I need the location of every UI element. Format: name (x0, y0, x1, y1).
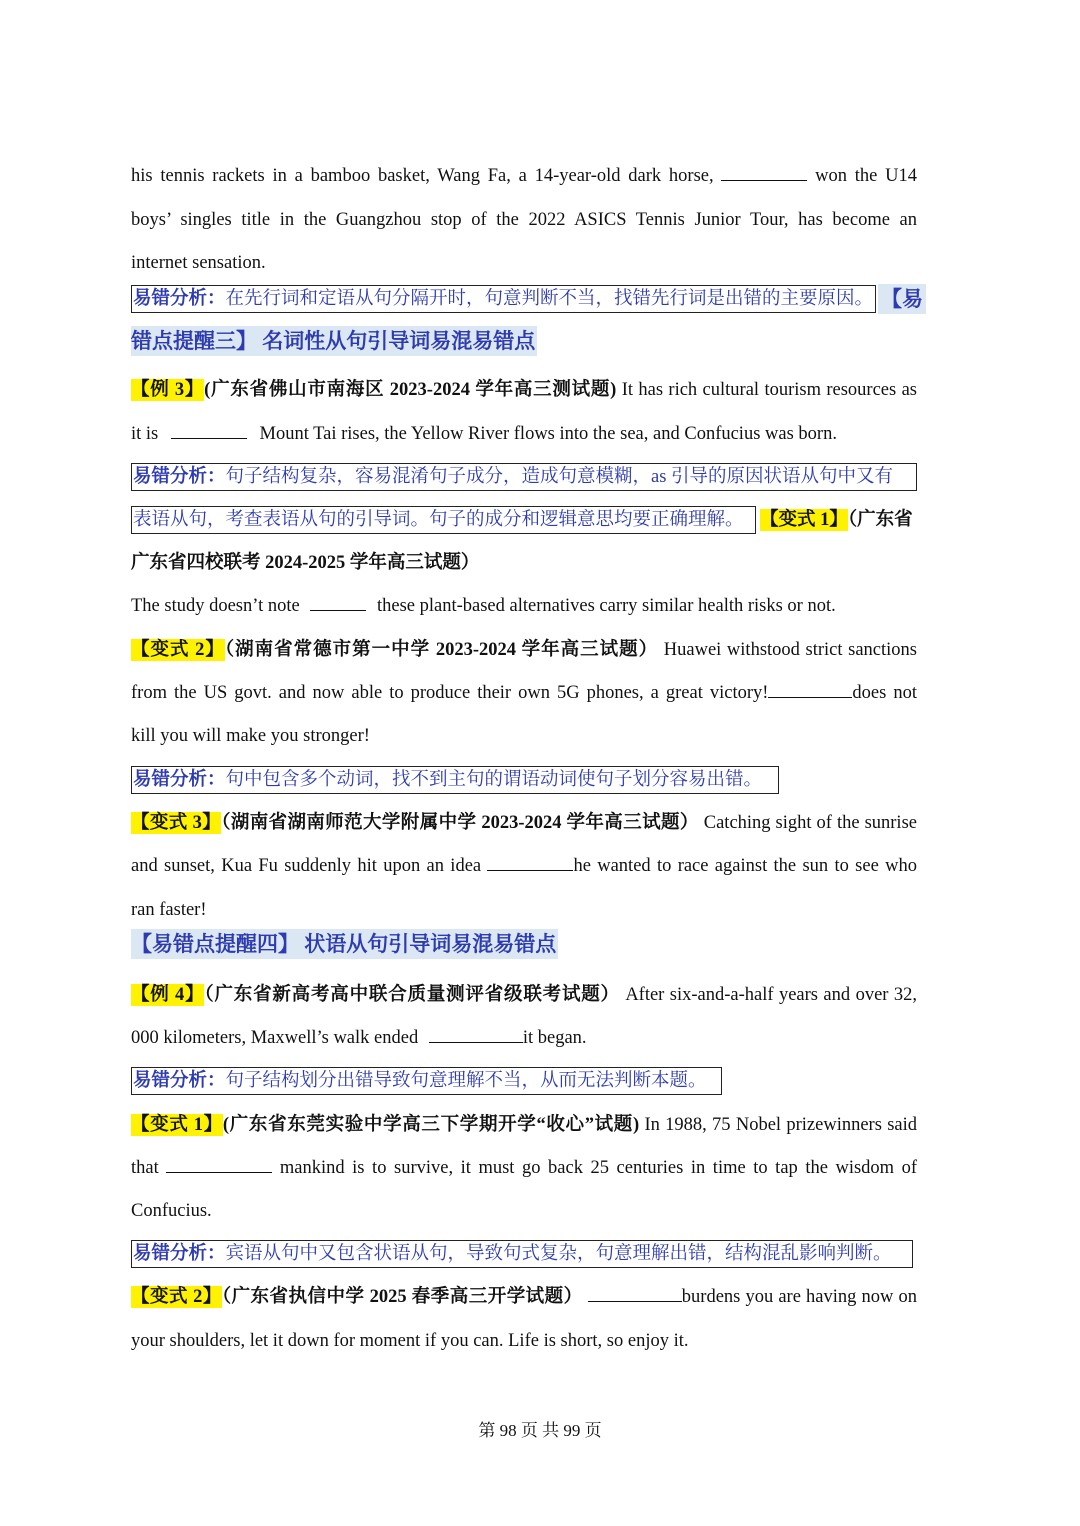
variant-tag: 【变式 3】 (131, 813, 222, 833)
example-line (131, 377, 917, 403)
example-tag: 【例 4】 (131, 985, 205, 1005)
variant-line (131, 637, 917, 663)
variant-line (131, 1155, 917, 1181)
source-text: （广东省新高考高中联合质量测评省级联考试题） (204, 985, 620, 1005)
source-text: （湖南省湖南师范大学附属中学 2023-2024 学年高三试题） (221, 813, 699, 833)
variant-tag: 【变式 2】 (131, 640, 225, 660)
variant-line (131, 680, 917, 706)
text: he wanted to race against the sun to see who (573, 856, 917, 876)
example-line (131, 982, 917, 1008)
variant-line (131, 1112, 917, 1138)
text: does not (852, 683, 917, 703)
answer-blank (429, 1026, 523, 1043)
source-text: (广东省佛山市南海区 2023-2024 学年高三测试题) (204, 380, 617, 400)
text: Catching sight of the sunrise (703, 813, 917, 833)
variant-line (131, 810, 917, 836)
text: won the U14 (815, 166, 918, 186)
variant-line (131, 853, 917, 879)
answer-blank (588, 1285, 682, 1302)
variant-line: Confucius. (131, 1201, 212, 1221)
analysis-text: 句中包含多个动词，找不到主句的谓语动词使句子划分容易出错。 (225, 770, 763, 790)
analysis-text: 在先行词和定语从句分隔开时，句意判断不当，找错先行词是出错的主要原因。 (225, 289, 874, 309)
error-analysis-box (131, 1240, 913, 1268)
answer-blank (171, 422, 247, 439)
paragraph-line (131, 163, 917, 189)
text: mankind is to survive, it must go back 25 centuries in time to tap the wisdom of (279, 1158, 918, 1178)
variant-line (131, 550, 917, 576)
example-line (131, 1025, 917, 1051)
answer-blank (310, 594, 366, 611)
example-tag: 【例 3】 (131, 380, 205, 400)
source-text: （广东省 (847, 510, 913, 530)
text: It has rich cultural tourism resources as (621, 380, 917, 400)
analysis-text: 句子结构划分出错导致句意理解不当，从而无法判断本题。 (225, 1071, 707, 1091)
source-text: (广东省东莞实验中学高三下学期开学“收心”试题) (222, 1115, 640, 1135)
error-analysis-box (131, 285, 876, 313)
error-analysis-box (131, 1067, 722, 1095)
section-heading: 【易错点提醒四】 状语从句引导词易混易错点 (131, 929, 558, 959)
variant-line: ran faster! (131, 900, 207, 920)
paragraph-line: boys’ singles title in the Guangzhou stop of the 2022 ASICS Tennis Junior Tour, has become an (131, 210, 917, 230)
text: The study doesn’t note (131, 596, 300, 616)
analysis-label: 易错分析： (133, 1244, 226, 1264)
analysis-text: 句子结构复杂，容易混淆句子成分，造成句意模糊，as 引导的原因状语从句中又有 (225, 467, 894, 487)
text: his tennis rackets in a bamboo basket, Wang Fa, a 14-year-old dark horse, (131, 166, 714, 186)
variant-line (131, 593, 917, 619)
answer-blank (721, 164, 807, 181)
variant-tag: 【变式 1】 (760, 510, 848, 530)
analysis-label: 易错分析： (133, 467, 226, 487)
text: it began. (522, 1028, 587, 1048)
page-footer: 第 98 页 共 99 页 (478, 1421, 602, 1440)
error-analysis-box (131, 463, 917, 491)
error-analysis-box: 表语从句，考查表语从句的引导词。句子的成分和逻辑意思均要正确理解。 (131, 506, 756, 534)
error-analysis-box (131, 766, 779, 794)
answer-blank (768, 681, 852, 698)
section-heading: 错点提醒三】 名词性从句引导词易混易错点 (131, 326, 537, 356)
example-line (131, 421, 917, 447)
text: In 1988, 75 Nobel prizewinners said (644, 1115, 918, 1135)
section-heading-part: 【易 (878, 284, 926, 314)
source-text: （湖南省常德市第一中学 2023-2024 学年高三试题） (224, 640, 659, 660)
variant-line (760, 507, 917, 533)
analysis-label: 易错分析： (133, 289, 226, 309)
variant-line: kill you will make you stronger! (131, 726, 370, 746)
variant-tag: 【变式 2】 (131, 1287, 222, 1307)
variant-tag: 【变式 1】 (131, 1115, 223, 1135)
text: from the US govt. and now able to produce their own 5G phones, a great victory! (131, 683, 769, 703)
source-text: 广东省四校联考 2024-2025 学年高三试题） (131, 553, 480, 573)
answer-blank (487, 854, 573, 871)
answer-blank (166, 1156, 272, 1173)
paragraph-line: internet sensation. (131, 253, 266, 273)
text: these plant-based alternatives carry similar health risks or not. (376, 596, 836, 616)
analysis-label: 易错分析： (133, 770, 226, 790)
text: burdens you are having now on (681, 1287, 917, 1307)
text: After six-and-a-half years and over 32, (625, 985, 917, 1005)
text: and sunset, Kua Fu suddenly hit upon an idea (131, 856, 482, 876)
text: Huawei withstood strict sanctions (663, 640, 918, 660)
text: it is (131, 424, 159, 444)
text: Mount Tai rises, the Yellow River flows into the sea, and Confucius was born. (259, 424, 837, 444)
variant-line: your shoulders, let it down for moment if you can. Life is short, so enjoy it. (131, 1331, 689, 1351)
analysis-label: 易错分析： (133, 1071, 226, 1091)
source-text: （广东省执信中学 2025 春季高三开学试题） (221, 1287, 583, 1307)
variant-line (131, 1284, 917, 1310)
text: that (131, 1158, 159, 1178)
text: 000 kilometers, Maxwell’s walk ended (131, 1028, 419, 1048)
analysis-text: 宾语从句中又包含状语从句，导致句式复杂，句意理解出错，结构混乱影响判断。 (225, 1244, 892, 1264)
